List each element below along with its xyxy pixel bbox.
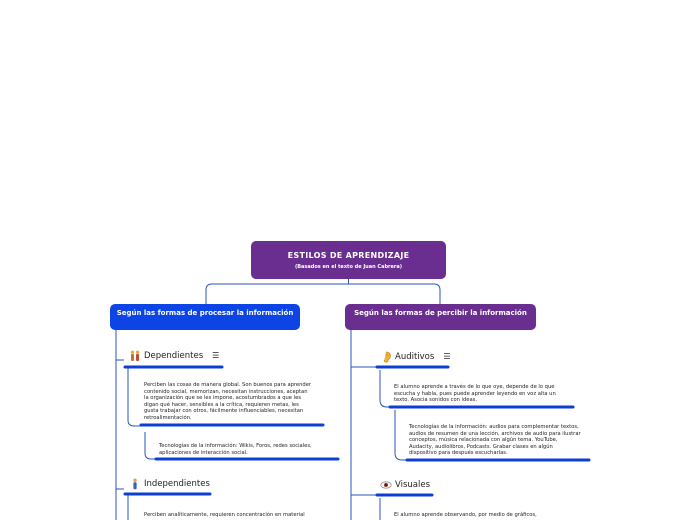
notes-icon[interactable]: ☰	[443, 352, 451, 361]
branch-percibir-label: Según las formas de percibir la información	[354, 309, 527, 317]
ear-icon	[380, 351, 392, 363]
branch-procesar[interactable]	[110, 304, 300, 330]
topic-visuales-label: Visuales	[395, 480, 431, 490]
topic-auditivos[interactable]	[380, 351, 450, 363]
branch-procesar-label: Según las formas de procesar la información	[116, 309, 294, 317]
topic-independientes[interactable]	[129, 478, 210, 490]
topic-independientes-label: Independientes	[144, 479, 210, 489]
topic-dependientes[interactable]	[129, 350, 219, 362]
dependientes-technology: Tecnologías de la información: Wikis, Foros, redes sociales, aplicaciones de interacción social.	[159, 443, 312, 456]
dependientes-description: Perciben las cosas de manera global. Son buenos para aprender contenido social, memorizan, necesitan instrucciones, aceptan la organización que se les impone, acostumbrados a que les digan qué hacer, sensibles a la crítica, requieren metas, les gusta trabajar con otros, fácilmente influenciables, necesitan retroalimentación.	[144, 382, 312, 421]
independientes-description: Perciben analíticamente, requieren concentración en material	[144, 512, 305, 518]
branch-percibir[interactable]	[345, 304, 536, 330]
root-subtitle: (Basados en el texto de Juan Cabrera)	[294, 264, 403, 270]
eye-icon	[380, 479, 392, 491]
root-title: ESTILOS DE APRENDIZAJE	[287, 251, 410, 260]
auditivos-technology: Tecnologías de la información: audios para complementar textos, audios de resumen de una lección, archivos de audio para ilustrar conceptos, música relacionada con algún tema. YouTube, Audacity, audiolibros, Podcasts. Grabar clases en algún dispositivo para después escucharlas.	[409, 424, 581, 457]
auditivos-description: El alumno aprende a través de lo que oye, depende de lo que escucha y habla, pues puede aprender leyendo en voz alta un texto. Asocia sonidos con ideas.	[394, 384, 556, 404]
topic-auditivos-label: Auditivos	[395, 352, 435, 362]
visuales-description: El alumno aprende observando, por medio de gráficos,	[394, 512, 537, 518]
notes-icon[interactable]: ☰	[212, 351, 220, 360]
topic-dependientes-label: Dependientes	[144, 351, 204, 361]
people-icon	[129, 350, 141, 362]
person-icon	[129, 478, 141, 490]
root-node[interactable]	[251, 241, 446, 279]
topic-visuales[interactable]	[380, 479, 430, 491]
